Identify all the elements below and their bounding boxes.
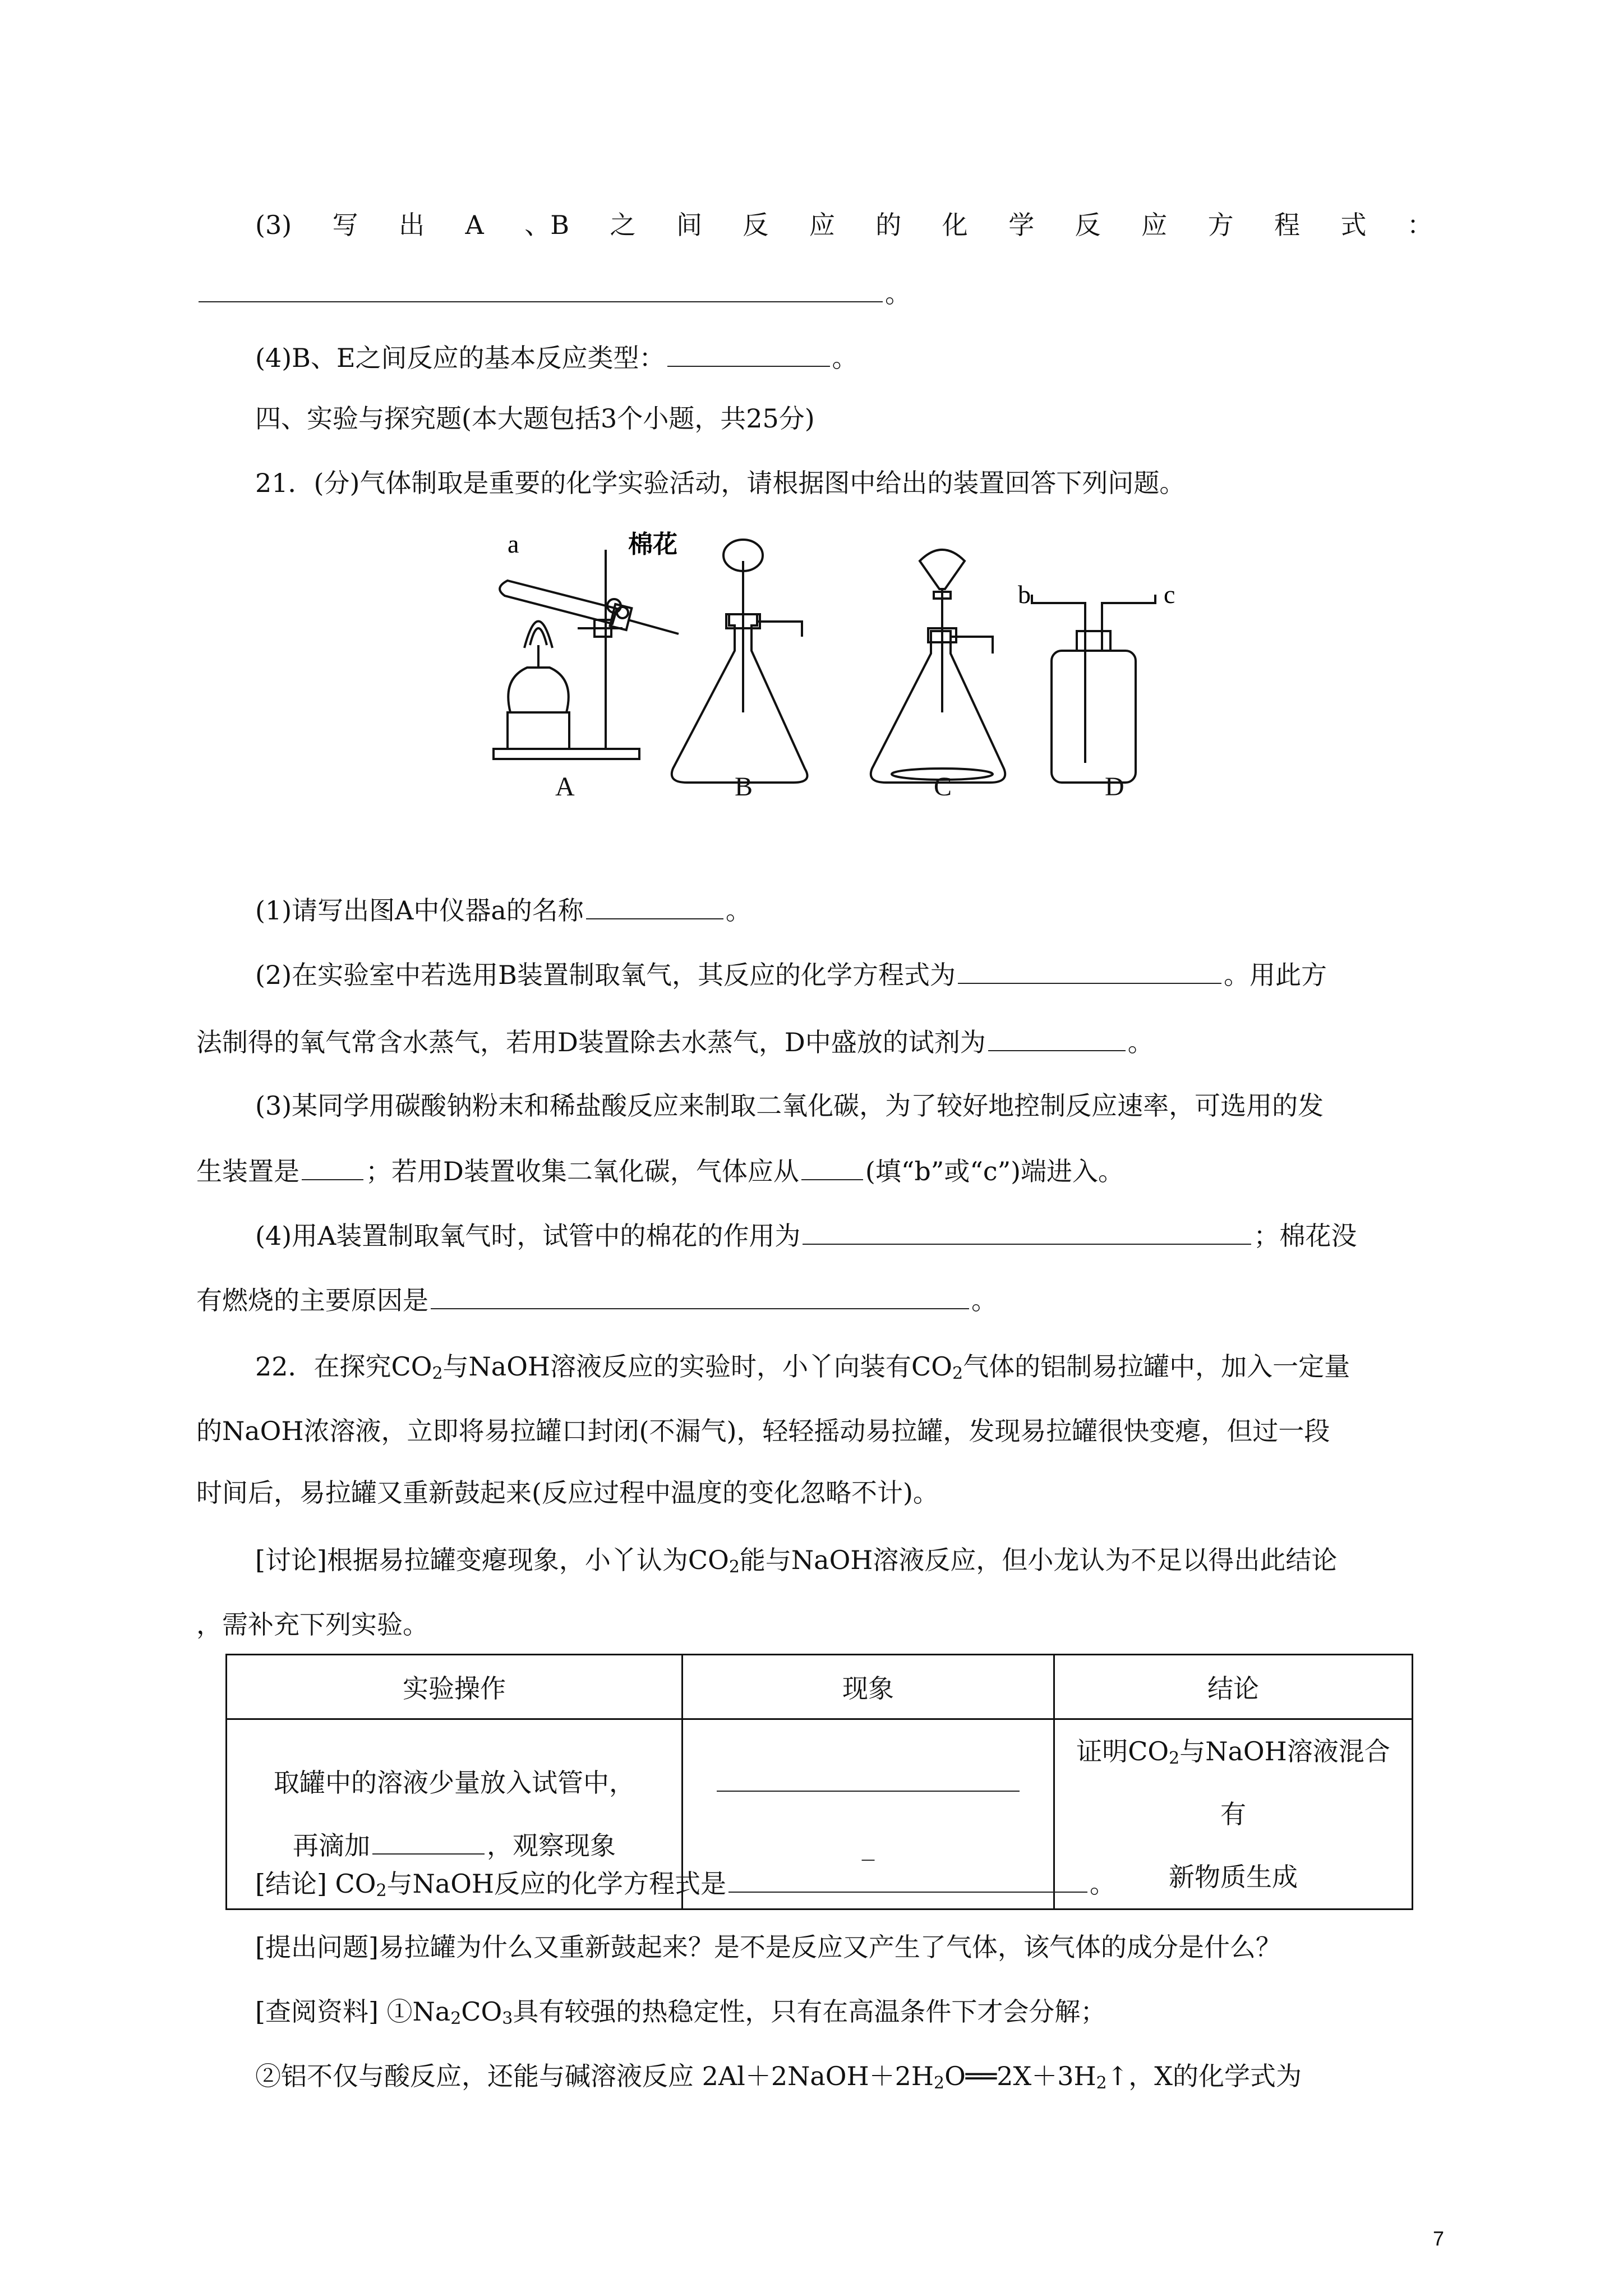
q22-reference-1: [查阅资料] $①Na_2CO_3$具有较强的热稳定性，只有在高温条件下才会分解； <box>255 1996 1106 2028</box>
answer-blank[interactable] <box>803 1214 1251 1245</box>
q20-part3-token: 应 <box>1141 210 1168 240</box>
answer-blank[interactable] <box>199 272 883 302</box>
label-c: c <box>1164 580 1175 609</box>
table-cell-operation: 取罐中的溶液少量放入试管中， 再滴加 ，观察现象 <box>227 1719 683 1910</box>
table-cell-phenomenon: _ <box>683 1719 1054 1910</box>
table-header: 实验操作 <box>227 1655 683 1719</box>
label-a: a <box>508 530 519 558</box>
q20-part3-token: 写 <box>332 210 358 240</box>
q20-part3-token: 反 <box>1075 210 1101 240</box>
q20-part3-token: ： <box>1407 210 1433 240</box>
answer-blank[interactable] <box>717 1761 1020 1792</box>
answer-blank[interactable] <box>801 1150 863 1180</box>
q20-part3-token: 之 <box>610 210 636 240</box>
figure-label-a: A <box>555 772 575 802</box>
figure-label-c: C <box>934 772 952 802</box>
label-cotton: 棉花 <box>628 530 677 559</box>
q21-part2-line2: 法制得的氧气常含水蒸气，若用D装置除去水蒸气，D中盛放的试剂为 。 <box>196 1021 1441 1062</box>
q20-part3-token: 方 <box>1207 210 1234 240</box>
page-number: 7 <box>1433 2227 1445 2250</box>
answer-blank[interactable] <box>302 1150 363 1180</box>
q20-part3-token: 反 <box>743 210 769 240</box>
q21-part1: (1)请写出图A中仪器a的名称 。 <box>255 889 1500 931</box>
q21-part2-line1: (2)在实验室中若选用B装置制取氧气，其反应的化学方程式为 。用此方 <box>255 954 1500 995</box>
answer-blank[interactable] <box>988 1021 1126 1051</box>
test-tube <box>500 581 617 624</box>
q22-line2: 的NaOH浓溶液，立即将易拉罐口封闭(不漏气)，轻轻摇动易拉罐，发现易拉罐很快变瘪，但过一段 <box>196 1416 1330 1446</box>
q22-discussion-line1: [讨论]根据易拉罐变瘪现象，小丫认为$CO_2$能与NaOH溶液反应，但小龙认为不足以得出此结论 <box>255 1545 1338 1577</box>
q22-conclusion: [结论] $CO_2$与NaOH反应的化学方程式是 。 <box>255 1862 1500 1904</box>
answer-blank[interactable] <box>431 1279 969 1309</box>
figure-label-d: D <box>1105 772 1124 802</box>
answer-blank[interactable] <box>958 954 1221 984</box>
q20-part3-token: 式 <box>1340 210 1367 240</box>
q22-question: [提出问题]易拉罐为什么又重新鼓起来？是不是反应又产生了气体，该气体的成分是什么？ <box>255 1932 1281 1962</box>
q21-part3-line2: 生装置是 ；若用D装置收集二氧化碳，气体应从 (填“b”或“c”)端进入。 <box>196 1150 1441 1191</box>
alcohol-lamp <box>508 668 569 712</box>
q20-part3-token: 的 <box>875 210 902 240</box>
section-heading: 四、实验与探究题(本大题包括3个小题，共25分) <box>255 403 815 434</box>
q20-part3-token: A <box>465 210 484 240</box>
q20-part3-token: 程 <box>1274 210 1301 240</box>
q20-part3-answer-line: 。 <box>196 272 1441 314</box>
q20-part3-token: 间 <box>676 210 702 240</box>
apparatus-diagram <box>488 527 1245 819</box>
q20-part3-token: (3) <box>255 210 292 240</box>
q20-part3-token: 应 <box>809 210 835 240</box>
q21-part4-line2: 有燃烧的主要原因是 。 <box>196 1279 1441 1320</box>
q20-part3-token: 出 <box>399 210 425 240</box>
table-header-row <box>227 1655 1413 1719</box>
table-header: 结论 <box>1054 1655 1413 1719</box>
q22-line3: 时间后，易拉罐又重新鼓起来(反应过程中温度的变化忽略不计)。 <box>196 1478 939 1508</box>
q21-part3-line1: (3)某同学用碳酸钠粉末和稀盐酸反应来制取二氧化碳，为了较好地控制反应速率，可选用的发 <box>255 1091 1324 1121</box>
q21-stem: 21．(分)气体制取是重要的化学实验活动，请根据图中给出的装置回答下列问题。 <box>255 468 1186 498</box>
bottle-d <box>1052 651 1136 783</box>
q22-line1: 22．在探究$CO_2$与NaOH溶液反应的实验时，小丫向装有$CO_2$气体的铝制易拉罐中，加入一定量 <box>255 1351 1350 1383</box>
q20-part3-token: 学 <box>1008 210 1035 240</box>
label-b: b <box>1018 580 1031 609</box>
q20-part3-token: 、B <box>524 210 570 240</box>
answer-blank[interactable] <box>586 889 723 919</box>
q22-reference-2: ②铝不仅与酸反应，还能与碱溶液反应 $2Al+2NaOH+2H_2O══2X+3H_2↑$，X的化学式为 <box>255 2061 1302 2093</box>
figure-label-b: B <box>735 772 753 802</box>
q20-part3-token: 化 <box>942 210 968 240</box>
q20-part4: (4)B、E之间反应的基本反应类型： 。 <box>255 337 1500 378</box>
table-header: 现象 <box>683 1655 1054 1719</box>
q20-part3-line <box>255 205 1433 245</box>
q22-discussion-line2: ，需补充下列实验。 <box>196 1609 428 1640</box>
table-cell-conclusion: 证明$CO_2$与NaOH溶液混合有 新物质生成 <box>1054 1719 1413 1910</box>
q21-part4-line1: (4)用A装置制取氧气时，试管中的棉花的作用为 ；棉花没 <box>255 1214 1500 1256</box>
flask-b <box>672 614 808 783</box>
flask-c <box>871 631 1005 783</box>
answer-blank[interactable] <box>372 1824 485 1855</box>
stand-base <box>494 749 639 759</box>
apparatus-figure <box>488 527 1245 819</box>
answer-blank[interactable] <box>667 337 830 367</box>
answer-blank[interactable] <box>728 1862 1087 1893</box>
